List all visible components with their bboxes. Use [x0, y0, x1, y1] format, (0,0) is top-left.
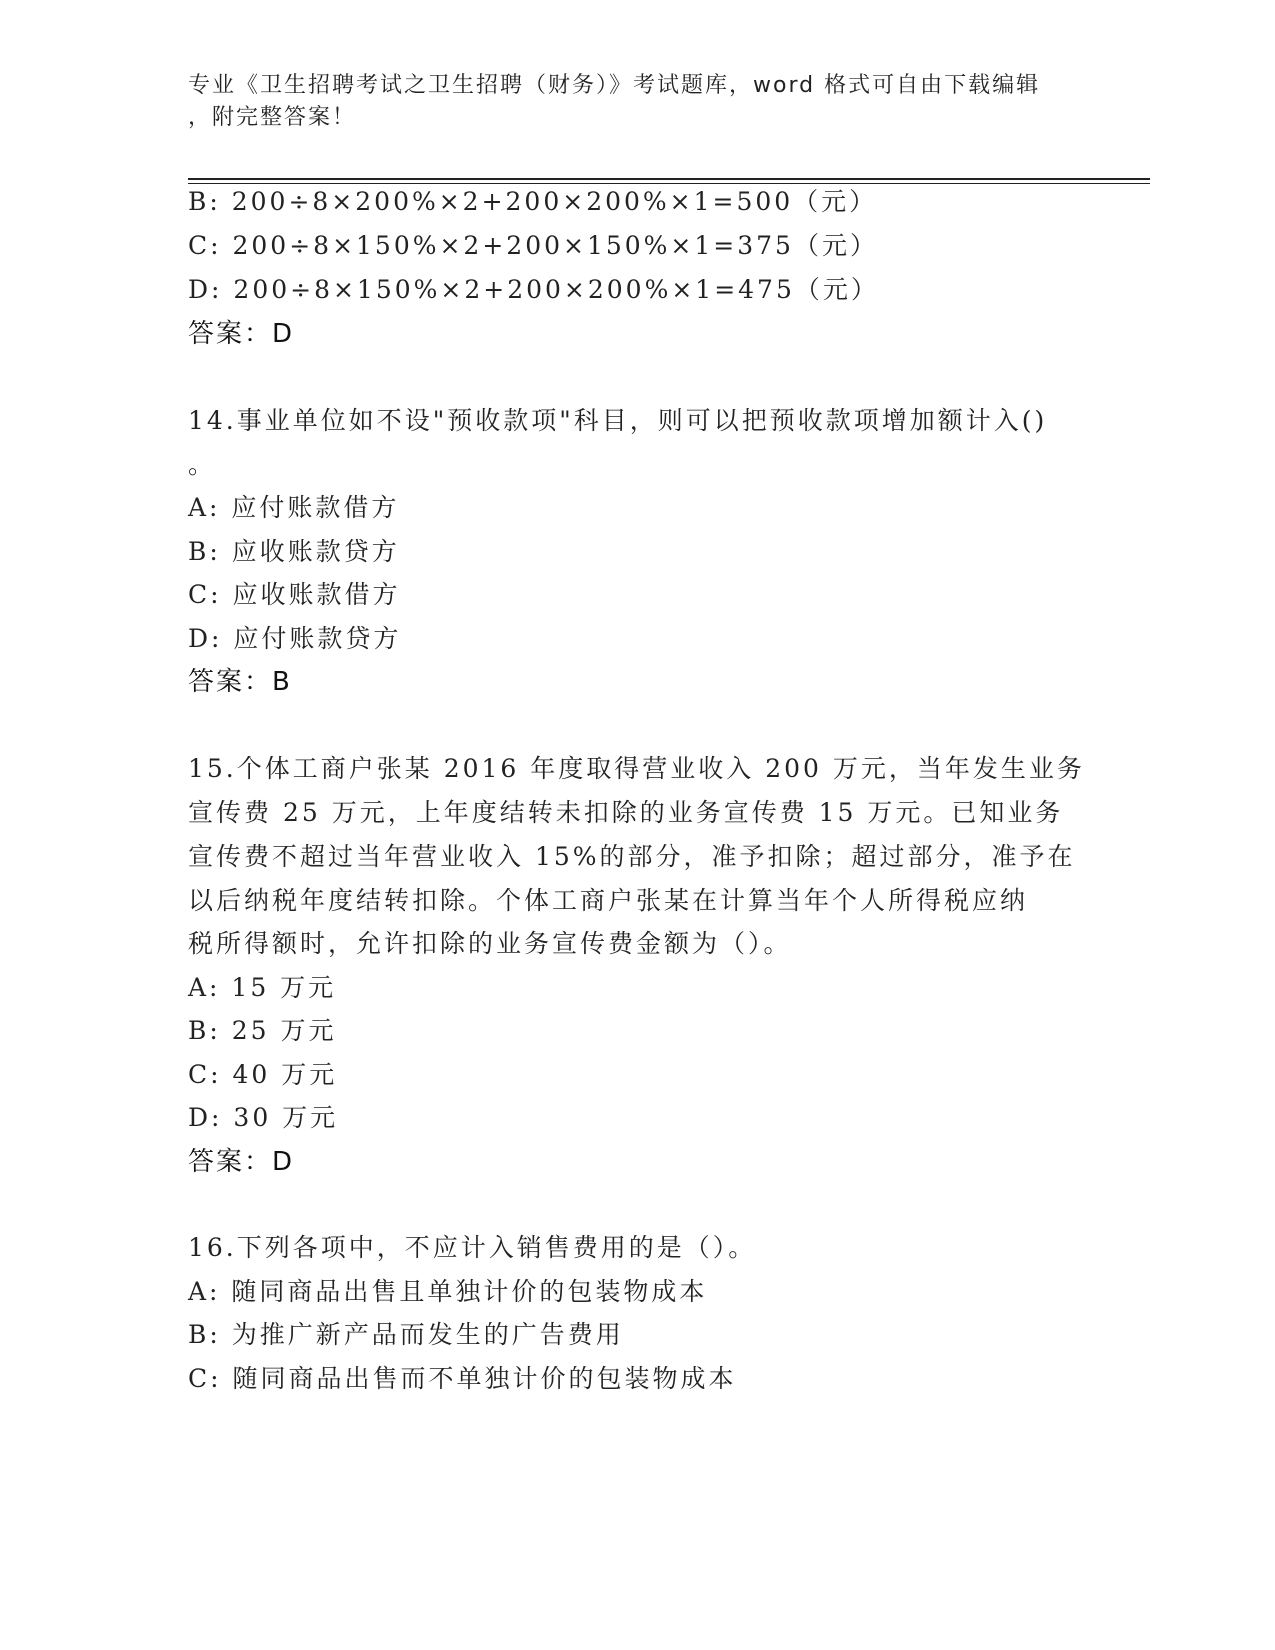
q14-answer: 答案：B — [188, 667, 292, 697]
header-divider-thick — [188, 178, 1150, 180]
header-divider-thin — [188, 183, 1150, 184]
q14-option-c: C: 应收账款借方 — [188, 580, 401, 609]
q15-stem-line-3: 宣传费不超过当年营业收入 15%的部分，准予扣除；超过部分，准予在 — [188, 842, 1076, 871]
q15-option-d: D: 30 万元 — [188, 1103, 339, 1132]
q15-option-a: A: 15 万元 — [188, 973, 337, 1002]
q15-option-b: B: 25 万元 — [188, 1016, 337, 1045]
q13-answer: 答案：D — [188, 319, 295, 349]
header-title-line-1: 专业《卫生招聘考试之卫生招聘（财务）》考试题库，word 格式可自由下载编辑 — [188, 73, 1041, 98]
header-title-line-2: ，附完整答案！ — [188, 105, 357, 130]
q16-option-a: A: 随同商品出售且单独计价的包装物成本 — [188, 1277, 708, 1306]
q14-option-b: B: 应收账款贷方 — [188, 537, 400, 566]
q14-stem-line-2: 。 — [188, 450, 217, 479]
q15-stem-line-2: 宣传费 25 万元，上年度结转未扣除的业务宣传费 15 万元。已知业务 — [188, 798, 1064, 827]
q16-stem: 16.下列各项中，不应计入销售费用的是（）。 — [188, 1233, 757, 1262]
q15-answer: 答案：D — [188, 1147, 295, 1177]
q15-stem-line-1: 15.个体工商户张某 2016 年度取得营业收入 200 万元，当年发生业务 — [188, 754, 1085, 783]
q14-stem-line-1: 14.事业单位如不设"预收款项"科目，则可以把预收款项增加额计入() — [188, 406, 1048, 435]
q13-option-c: C: 200÷8×150%×2+200×150%×1=375（元） — [188, 231, 878, 260]
q15-option-c: C: 40 万元 — [188, 1060, 338, 1089]
q13-option-b: B: 200÷8×200%×2+200×200%×1=500（元） — [188, 187, 878, 216]
q15-stem-line-5: 税所得额时，允许扣除的业务宣传费金额为（）。 — [188, 929, 792, 958]
q16-option-b: B: 为推广新产品而发生的广告费用 — [188, 1320, 624, 1349]
q13-option-d: D: 200÷8×150%×2+200×200%×1=475（元） — [188, 275, 879, 304]
q15-stem-line-4: 以后纳税年度结转扣除。个体工商户张某在计算当年个人所得税应纳 — [188, 886, 1029, 915]
q14-option-a: A: 应付账款借方 — [188, 493, 400, 522]
document-header — [188, 70, 1088, 134]
q16-option-c: C: 随同商品出售而不单独计价的包装物成本 — [188, 1364, 737, 1393]
q14-option-d: D: 应付账款贷方 — [188, 624, 402, 653]
